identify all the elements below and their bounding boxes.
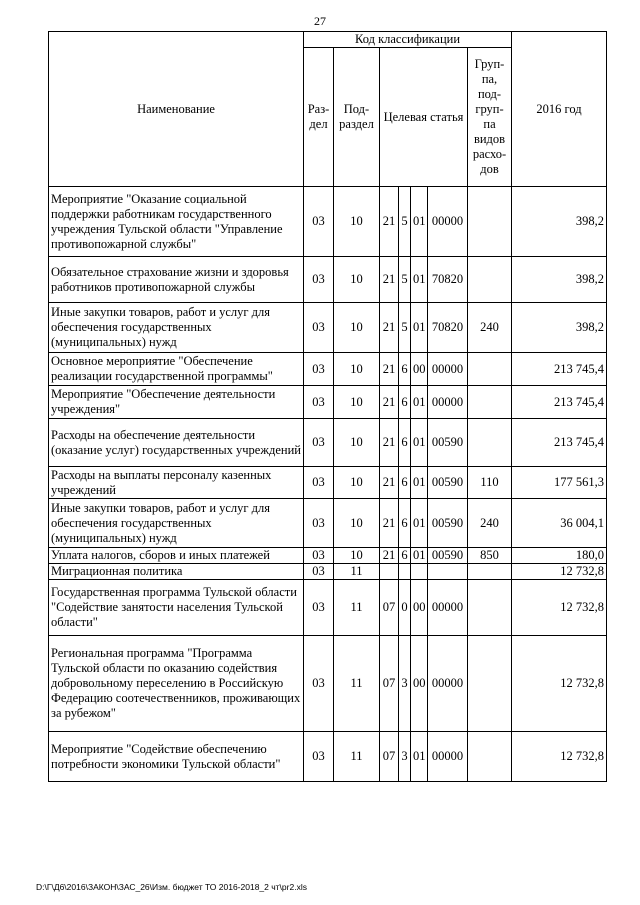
row-subsection: 10 bbox=[334, 303, 380, 353]
row-expense-group bbox=[468, 353, 512, 386]
row-expense-group bbox=[468, 386, 512, 419]
row-subsection: 11 bbox=[334, 636, 380, 732]
row-section: 03 bbox=[304, 548, 334, 564]
row-target-program: 07 bbox=[380, 732, 399, 782]
row-amount: 36 004,1 bbox=[512, 499, 607, 548]
row-target-event: 01 bbox=[411, 187, 428, 257]
row-target-subprogram: 6 bbox=[399, 467, 411, 499]
row-expense-group: 110 bbox=[468, 467, 512, 499]
row-target-subprogram: 3 bbox=[399, 636, 411, 732]
header-target: Целевая статья bbox=[380, 48, 468, 187]
row-section: 03 bbox=[304, 386, 334, 419]
table-row bbox=[49, 353, 607, 386]
row-target-program bbox=[380, 564, 399, 580]
row-name: Государственная программа Тульской области "Содействие занятости населения Тульской области" bbox=[49, 580, 304, 636]
row-target-program: 21 bbox=[380, 548, 399, 564]
row-target-subprogram: 6 bbox=[399, 548, 411, 564]
table-row bbox=[49, 636, 607, 732]
row-amount: 12 732,8 bbox=[512, 580, 607, 636]
table-body bbox=[49, 32, 607, 782]
table-row bbox=[49, 257, 607, 303]
header-section: Раз- дел bbox=[304, 48, 334, 187]
row-target-direction: 70820 bbox=[428, 257, 468, 303]
row-amount: 398,2 bbox=[512, 303, 607, 353]
header-year: 2016 год bbox=[512, 32, 607, 187]
row-target-direction: 00000 bbox=[428, 386, 468, 419]
row-target-event: 00 bbox=[411, 636, 428, 732]
row-section: 03 bbox=[304, 499, 334, 548]
header-name: Наименование bbox=[49, 32, 304, 187]
row-target-subprogram: 0 bbox=[399, 580, 411, 636]
row-name: Иные закупки товаров, работ и услуг для обеспечения государственных (муниципальных) нужд bbox=[49, 303, 304, 353]
row-section: 03 bbox=[304, 353, 334, 386]
table-row bbox=[49, 548, 607, 564]
row-amount: 12 732,8 bbox=[512, 564, 607, 580]
row-target-program: 21 bbox=[380, 187, 399, 257]
row-section: 03 bbox=[304, 636, 334, 732]
row-target-direction: 00000 bbox=[428, 732, 468, 782]
row-subsection: 11 bbox=[334, 580, 380, 636]
row-amount: 12 732,8 bbox=[512, 732, 607, 782]
row-expense-group bbox=[468, 257, 512, 303]
row-subsection: 10 bbox=[334, 187, 380, 257]
row-target-event: 01 bbox=[411, 467, 428, 499]
row-target-program: 21 bbox=[380, 386, 399, 419]
row-subsection: 10 bbox=[334, 419, 380, 467]
header-row-1 bbox=[49, 32, 607, 48]
row-section: 03 bbox=[304, 303, 334, 353]
budget-table bbox=[48, 31, 607, 782]
row-expense-group bbox=[468, 580, 512, 636]
row-name: Региональная программа "Программа Тульской области по оказанию содействия добровольному переселению в Российскую Федерацию соотечественников, проживающих за рубежом" bbox=[49, 636, 304, 732]
header-code: Код классификации bbox=[304, 32, 512, 48]
row-target-event bbox=[411, 564, 428, 580]
row-name: Уплата налогов, сборов и иных платежей bbox=[49, 548, 304, 564]
row-target-subprogram: 3 bbox=[399, 732, 411, 782]
row-target-program: 07 bbox=[380, 580, 399, 636]
row-target-event: 00 bbox=[411, 580, 428, 636]
row-target-event: 01 bbox=[411, 386, 428, 419]
table-row bbox=[49, 732, 607, 782]
row-target-event: 01 bbox=[411, 303, 428, 353]
header-subsection: Под- раздел bbox=[334, 48, 380, 187]
row-expense-group bbox=[468, 732, 512, 782]
row-target-program: 21 bbox=[380, 303, 399, 353]
table-row bbox=[49, 419, 607, 467]
row-amount: 398,2 bbox=[512, 187, 607, 257]
table-row bbox=[49, 187, 607, 257]
row-target-program: 21 bbox=[380, 419, 399, 467]
row-expense-group: 240 bbox=[468, 303, 512, 353]
row-target-subprogram: 6 bbox=[399, 499, 411, 548]
row-subsection: 10 bbox=[334, 499, 380, 548]
row-target-direction bbox=[428, 564, 468, 580]
row-amount: 177 561,3 bbox=[512, 467, 607, 499]
row-target-event: 01 bbox=[411, 257, 428, 303]
row-target-direction: 00590 bbox=[428, 467, 468, 499]
table-row bbox=[49, 499, 607, 548]
row-target-direction: 00000 bbox=[428, 353, 468, 386]
row-target-program: 21 bbox=[380, 257, 399, 303]
row-section: 03 bbox=[304, 580, 334, 636]
row-name: Расходы на обеспечение деятельности (оказание услуг) государственных учреждений bbox=[49, 419, 304, 467]
row-subsection: 10 bbox=[334, 353, 380, 386]
row-target-program: 21 bbox=[380, 499, 399, 548]
row-target-subprogram: 6 bbox=[399, 386, 411, 419]
row-target-event: 00 bbox=[411, 353, 428, 386]
row-expense-group bbox=[468, 636, 512, 732]
row-target-event: 01 bbox=[411, 499, 428, 548]
page-number: 27 bbox=[314, 14, 326, 28]
row-target-direction: 00590 bbox=[428, 419, 468, 467]
row-name: Обязательное страхование жизни и здоровья работников противопожарной службы bbox=[49, 257, 304, 303]
row-subsection: 10 bbox=[334, 548, 380, 564]
row-expense-group: 850 bbox=[468, 548, 512, 564]
row-section: 03 bbox=[304, 257, 334, 303]
row-target-direction: 00000 bbox=[428, 580, 468, 636]
row-section: 03 bbox=[304, 419, 334, 467]
row-name: Мероприятие "Обеспечение деятельности учреждения" bbox=[49, 386, 304, 419]
row-subsection: 10 bbox=[334, 467, 380, 499]
row-amount: 213 745,4 bbox=[512, 353, 607, 386]
row-target-program: 21 bbox=[380, 467, 399, 499]
row-expense-group bbox=[468, 564, 512, 580]
table-row bbox=[49, 467, 607, 499]
row-target-subprogram: 5 bbox=[399, 257, 411, 303]
row-amount: 213 745,4 bbox=[512, 419, 607, 467]
row-section: 03 bbox=[304, 187, 334, 257]
row-amount: 398,2 bbox=[512, 257, 607, 303]
row-target-direction: 00000 bbox=[428, 187, 468, 257]
row-target-subprogram: 5 bbox=[399, 187, 411, 257]
row-target-subprogram: 5 bbox=[399, 303, 411, 353]
row-target-subprogram: 6 bbox=[399, 419, 411, 467]
row-target-direction: 70820 bbox=[428, 303, 468, 353]
row-target-subprogram: 6 bbox=[399, 353, 411, 386]
row-target-event: 01 bbox=[411, 732, 428, 782]
row-name: Мероприятие "Содействие обеспечению потребности экономики Тульской области" bbox=[49, 732, 304, 782]
row-target-event: 01 bbox=[411, 419, 428, 467]
row-section: 03 bbox=[304, 564, 334, 580]
table-row bbox=[49, 303, 607, 353]
row-name: Мероприятие "Оказание социальной поддержки работникам государственного учреждения Тульской области "Управление противопожарной службы" bbox=[49, 187, 304, 257]
row-expense-group bbox=[468, 187, 512, 257]
table-row bbox=[49, 386, 607, 419]
row-target-direction: 00000 bbox=[428, 636, 468, 732]
row-target-direction: 00590 bbox=[428, 499, 468, 548]
row-target-subprogram bbox=[399, 564, 411, 580]
row-section: 03 bbox=[304, 467, 334, 499]
row-target-event: 01 bbox=[411, 548, 428, 564]
row-target-program: 21 bbox=[380, 353, 399, 386]
row-amount: 12 732,8 bbox=[512, 636, 607, 732]
row-subsection: 10 bbox=[334, 386, 380, 419]
row-section: 03 bbox=[304, 732, 334, 782]
row-expense-group: 240 bbox=[468, 499, 512, 548]
row-subsection: 10 bbox=[334, 257, 380, 303]
row-name: Иные закупки товаров, работ и услуг для обеспечения государственных (муниципальных) нужд bbox=[49, 499, 304, 548]
header-group: Груп- па, под- груп- па видов расхо- дов bbox=[468, 48, 512, 187]
row-name: Расходы на выплаты персоналу казенных учреждений bbox=[49, 467, 304, 499]
row-expense-group bbox=[468, 419, 512, 467]
row-subsection: 11 bbox=[334, 564, 380, 580]
row-name: Миграционная политика bbox=[49, 564, 304, 580]
row-amount: 213 745,4 bbox=[512, 386, 607, 419]
table-row bbox=[49, 580, 607, 636]
file-path-footer: D:\Г\Д6\2016\ЗАКОН\ЗАС_26\Изм. бюджет ТО 2016-2018_2 чт\pr2.xls bbox=[36, 882, 307, 892]
row-target-program: 07 bbox=[380, 636, 399, 732]
row-name: Основное мероприятие "Обеспечение реализации государственной программы" bbox=[49, 353, 304, 386]
row-subsection: 11 bbox=[334, 732, 380, 782]
row-target-direction: 00590 bbox=[428, 548, 468, 564]
row-amount: 180,0 bbox=[512, 548, 607, 564]
table-row bbox=[49, 564, 607, 580]
